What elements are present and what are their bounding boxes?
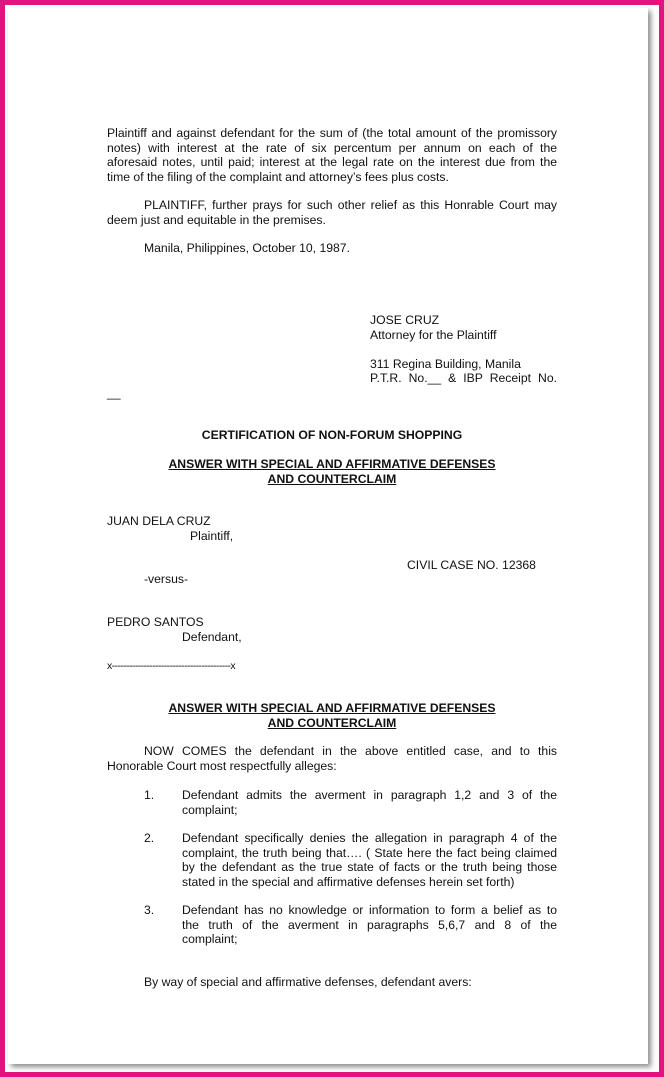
item-3-number: 3. xyxy=(144,903,155,917)
closing-line: By way of special and affirmative defenses, defendant avers: xyxy=(144,975,472,989)
intro-line-1: NOW COMES the defendant in the above entitled case, and to this xyxy=(144,744,557,758)
plaintiff-role: Plaintiff, xyxy=(190,528,234,543)
attorney-title: Attorney for the Plaintiff xyxy=(370,327,497,342)
attorney-address: 311 Regina Building, Manila xyxy=(370,356,521,371)
plaintiff-name: JUAN DELA CRUZ xyxy=(107,514,211,528)
prayer-line-2: notes) with interest at the rate of six percentum per annum on each of the xyxy=(107,140,557,155)
item-2-line-2: complaint, the truth being that…. ( State here the fact being claimed xyxy=(182,845,557,860)
caption-separator: x-----------------------------------------x xyxy=(107,659,236,672)
certification-title: CERTIFICATION OF NON-FORUM SHOPPING xyxy=(201,428,463,442)
item-2-line-3: by the defendant as the true state of facts or the truth being those xyxy=(182,860,557,874)
versus: -versus- xyxy=(144,572,189,586)
attorney-ptr-cont: __ xyxy=(107,385,121,400)
item-2-line-1: Defendant specifically denies the allegation in paragraph 4 of the xyxy=(182,831,557,845)
item-3-line-1: Defendant has no knowledge or information to form a belief as to xyxy=(182,903,557,917)
intro-line-2: Honorable Court most respectfully alleges: xyxy=(107,758,337,773)
prayer-line-1: Plaintiff and against defendant for the sum of (the total amount of the promissory xyxy=(107,126,557,140)
item-3-line-3: complaint; xyxy=(182,932,238,946)
case-number: CIVIL CASE NO. 12368 xyxy=(407,557,536,572)
further-prayer-line-2: deem just and equitable in the premises. xyxy=(107,212,326,227)
further-prayer-line-1: PLAINTIFF, further prays for such other relief as this Honrable Court may xyxy=(144,198,557,212)
item-1-number: 1. xyxy=(144,788,155,802)
item-3-line-2: the truth of the averment in paragraphs 5,6,7 and 8 of the xyxy=(182,917,557,932)
item-2-number: 2. xyxy=(144,831,155,845)
document-page xyxy=(8,8,648,1064)
answer-title-2-line-2: AND COUNTERCLAIM xyxy=(267,715,397,730)
defendant-name: PEDRO SANTOS xyxy=(107,615,204,629)
attorney-name: JOSE CRUZ xyxy=(370,313,440,327)
prayer-line-4: time of the filing of the complaint and attorney’s fees plus costs. xyxy=(107,169,449,184)
answer-title-1-line-2: AND COUNTERCLAIM xyxy=(267,471,397,486)
answer-title-1-line-1: ANSWER WITH SPECIAL AND AFFIRMATIVE DEFENSES xyxy=(168,457,496,471)
defendant-role: Defendant, xyxy=(182,629,242,644)
prayer-line-3: aforesaid notes, until paid; interest at the legal rate on the interest due from the xyxy=(107,155,557,169)
item-1-line-2: complaint; xyxy=(182,802,238,817)
item-2-line-4: stated in the special and affirmative defenses herein set forth) xyxy=(182,874,515,889)
place-date: Manila, Philippines, October 10, 1987. xyxy=(144,241,350,255)
item-1-line-1: Defendant admits the averment in paragraph 1,2 and 3 of the xyxy=(182,788,557,802)
attorney-ptr: P.T.R. No.__ & IBP Receipt No. xyxy=(370,371,557,385)
answer-title-2-line-1: ANSWER WITH SPECIAL AND AFFIRMATIVE DEFENSES xyxy=(168,701,496,715)
